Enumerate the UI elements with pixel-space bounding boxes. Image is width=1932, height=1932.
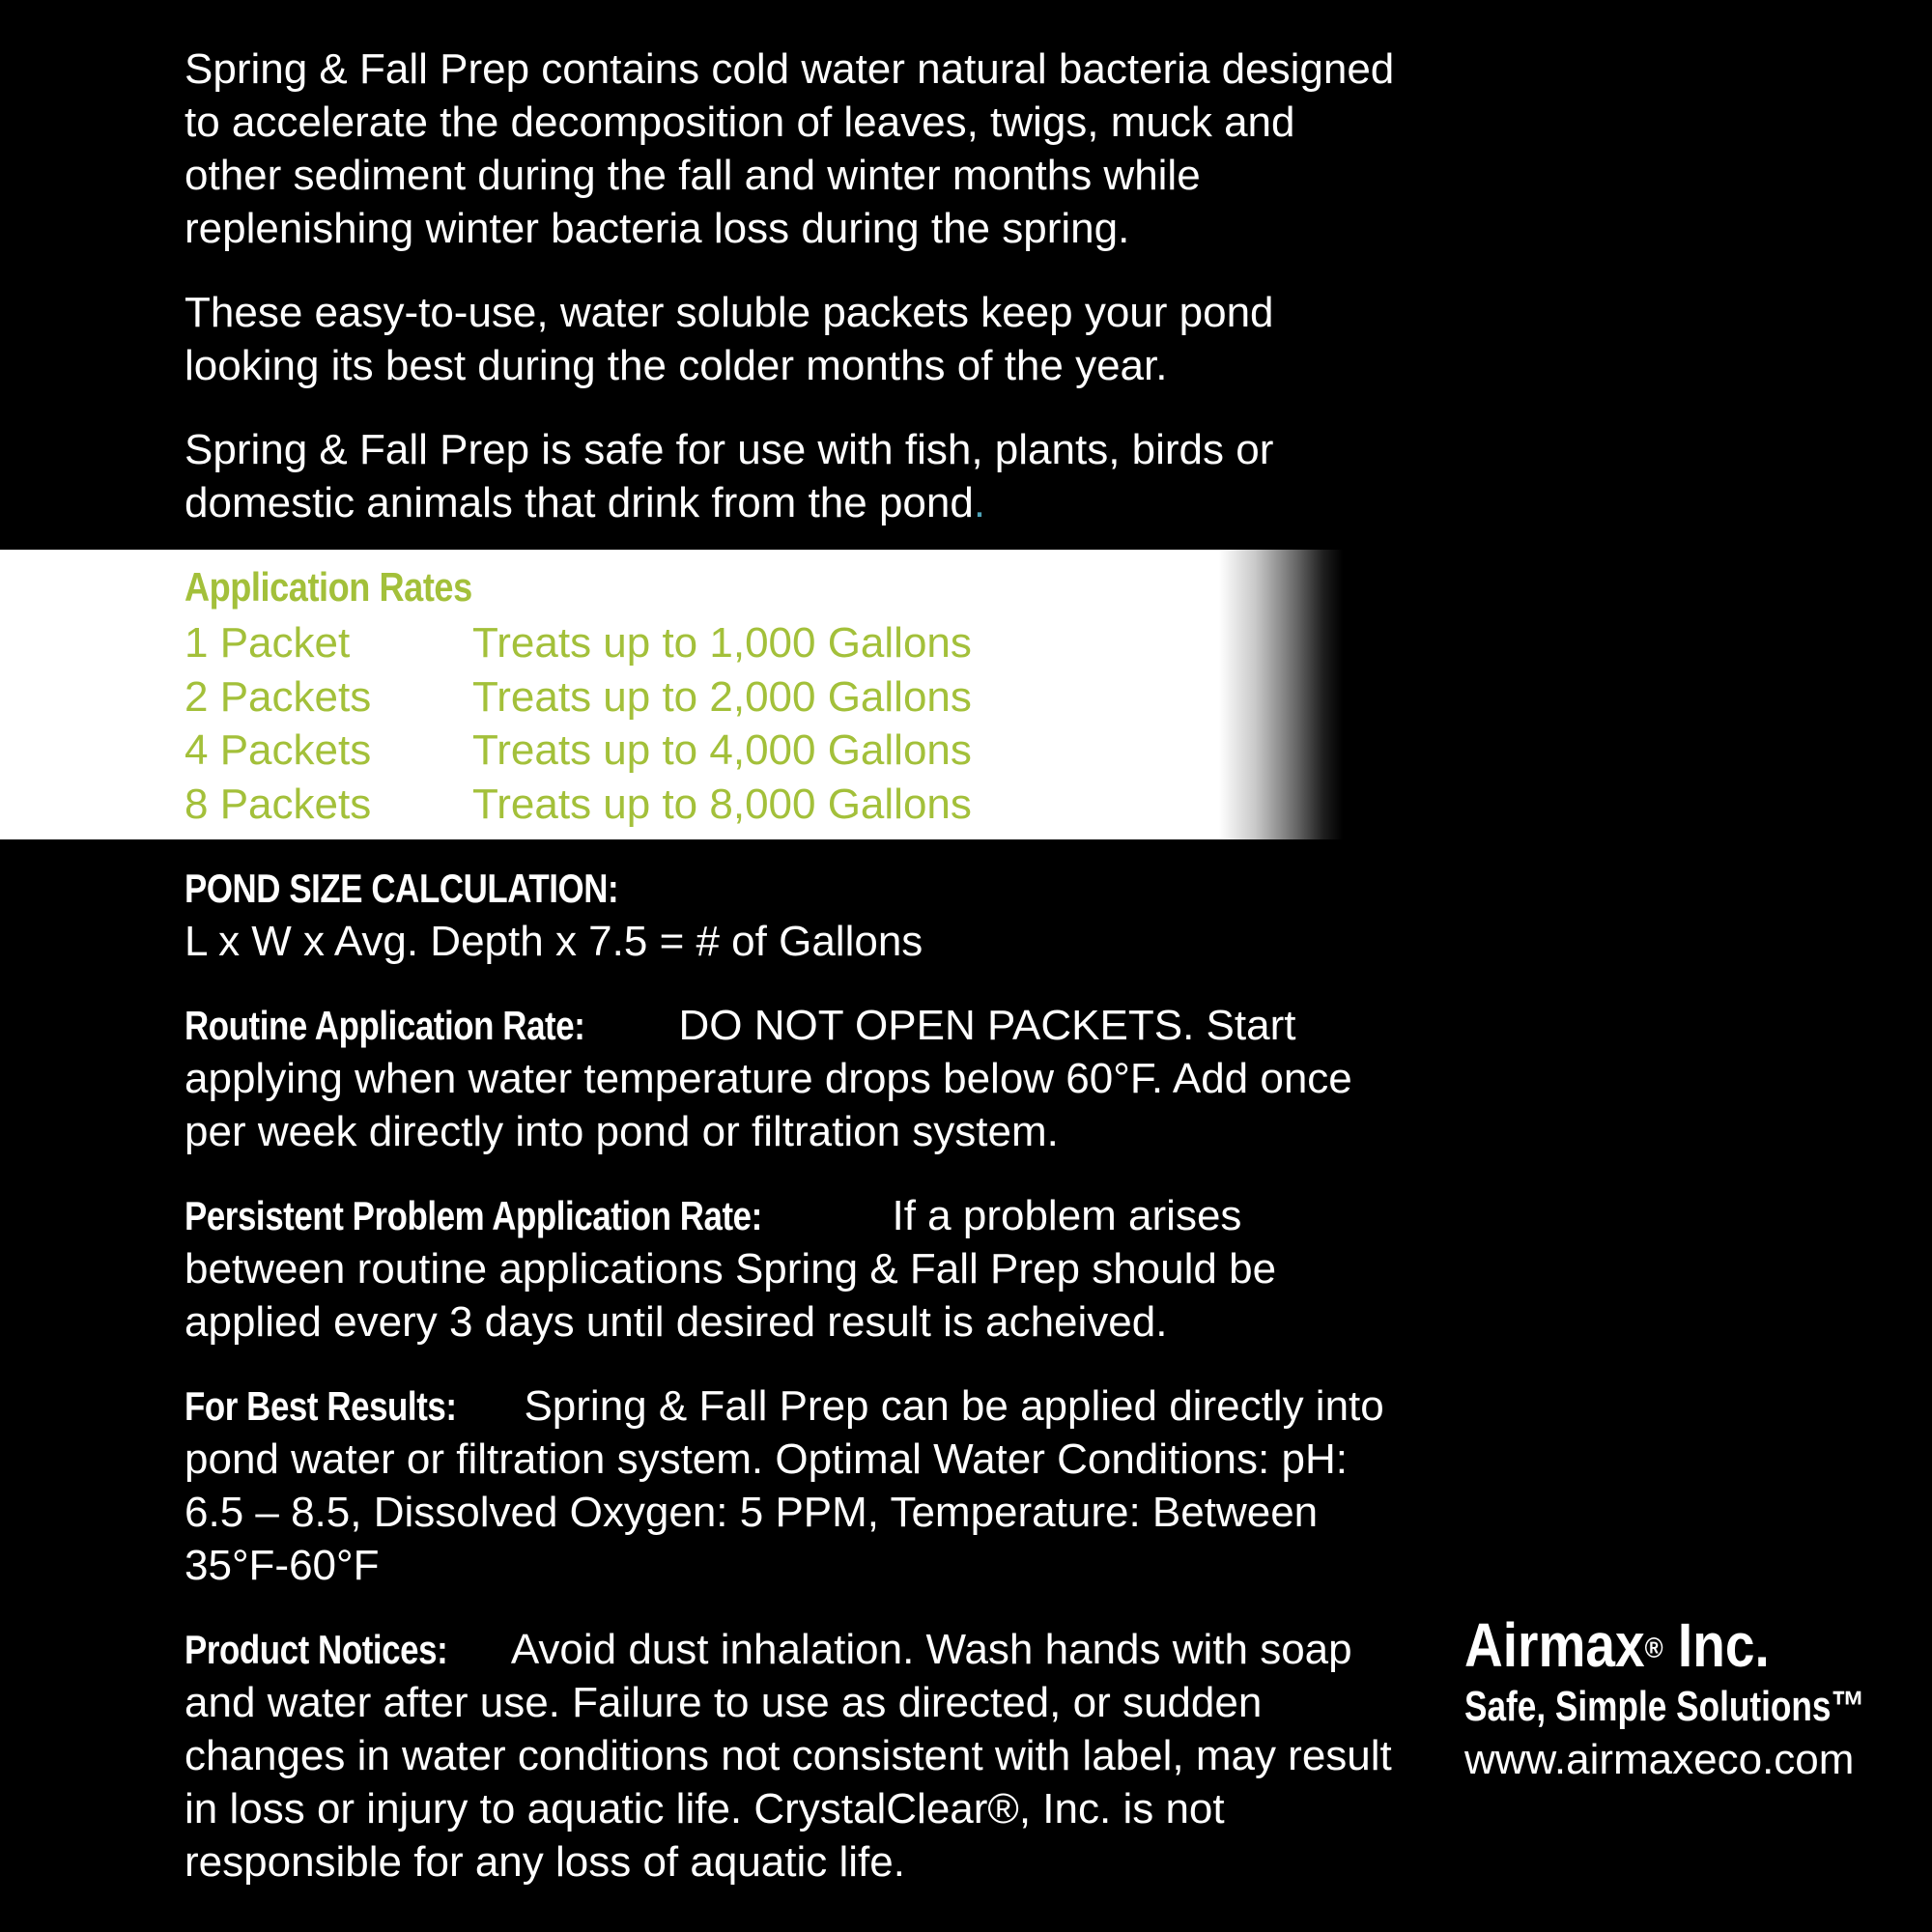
accent-period: . xyxy=(973,479,986,526)
application-rates-table xyxy=(185,616,972,831)
persistent-rate-label: Persistent Problem Application Rate: xyxy=(185,1193,762,1238)
registered-mark: ® xyxy=(1644,1633,1663,1664)
best-results-label: For Best Results: xyxy=(185,1383,457,1429)
brand-tagline: Safe, Simple Solutions™ xyxy=(1464,1683,1865,1730)
best-results-block xyxy=(185,1379,1402,1592)
rate-treats: Treats up to 4,000 Gallons xyxy=(472,726,972,774)
intro-text: These easy-to-use, water soluble packets keep your pond looking its best during the colder months of the year. xyxy=(185,289,1274,389)
product-notices-block xyxy=(185,1623,1402,1889)
persistent-rate-text: If a problem arises between routine applications Spring & Fall Prep should be applied every 3 days until desired result is acheived. xyxy=(185,1192,1277,1346)
intro-paragraph xyxy=(185,286,1402,392)
pond-size-formula: L x W x Avg. Depth x 7.5 = # of Gallons xyxy=(185,918,923,965)
intro-text: Spring & Fall Prep is safe for use with fish, plants, birds or domestic animals that drink from the pond xyxy=(185,426,1274,526)
pond-size-heading: POND SIZE CALCULATION: xyxy=(185,866,619,911)
pond-size-block xyxy=(185,862,1402,968)
brand-name-text: Airmax xyxy=(1464,1610,1645,1680)
rate-treats: Treats up to 1,000 Gallons xyxy=(472,619,972,667)
rate-treats: Treats up to 2,000 Gallons xyxy=(472,672,972,721)
routine-rate-label: Routine Application Rate: xyxy=(185,1003,585,1048)
brand-suffix: Inc. xyxy=(1662,1610,1770,1680)
rate-row xyxy=(185,724,972,778)
intro-paragraph: Spring & Fall Prep contains cold water natural bacteria designed to accelerate the decomposition of leaves, twigs, muck and other sediment during the fall and winter months while replenishing winter bacteria loss during the spring. xyxy=(185,45,1395,252)
persistent-rate-block xyxy=(185,1189,1402,1349)
rate-treats: Treats up to 8,000 Gallons xyxy=(472,780,972,828)
product-notices-label: Product Notices: xyxy=(185,1627,448,1672)
rate-quantity: 1 Packet xyxy=(185,619,351,667)
rate-row xyxy=(185,778,972,832)
best-results-text: Spring & Fall Prep can be applied directly into pond water or filtration system. Optimal Water Conditions: pH: 6.5 – 8.5, Dissolved Oxygen: 5 PPM, Temperature: Between 35°F-60°F xyxy=(185,1382,1384,1589)
brand-url: www.airmaxeco.com xyxy=(1464,1736,1855,1783)
application-rates-heading: Application Rates xyxy=(185,564,472,610)
rate-row xyxy=(185,670,972,724)
brand-name xyxy=(1464,1611,1895,1679)
intro-section xyxy=(185,43,1402,560)
rate-quantity: 8 Packets xyxy=(185,780,372,828)
brand-block xyxy=(1464,1611,1932,1785)
routine-rate-block xyxy=(185,999,1402,1158)
intro-paragraph xyxy=(185,423,1402,529)
product-notices-text: Avoid dust inhalation. Wash hands with soap and water after use. Failure to use as directed, or sudden changes in water conditions not consistent with label, may result in loss or injury to aquatic life. CrystalClear®, Inc. is not responsible for any loss of aquatic life. xyxy=(185,1626,1392,1886)
rate-row xyxy=(185,616,972,670)
routine-rate-text: DO NOT OPEN PACKETS. Start applying when water temperature drops below 60°F. Add once per week directly into pond or filtration system. xyxy=(185,1002,1352,1155)
instructions-section xyxy=(185,862,1402,1919)
rate-quantity: 4 Packets xyxy=(185,726,372,774)
rate-quantity: 2 Packets xyxy=(185,672,372,721)
